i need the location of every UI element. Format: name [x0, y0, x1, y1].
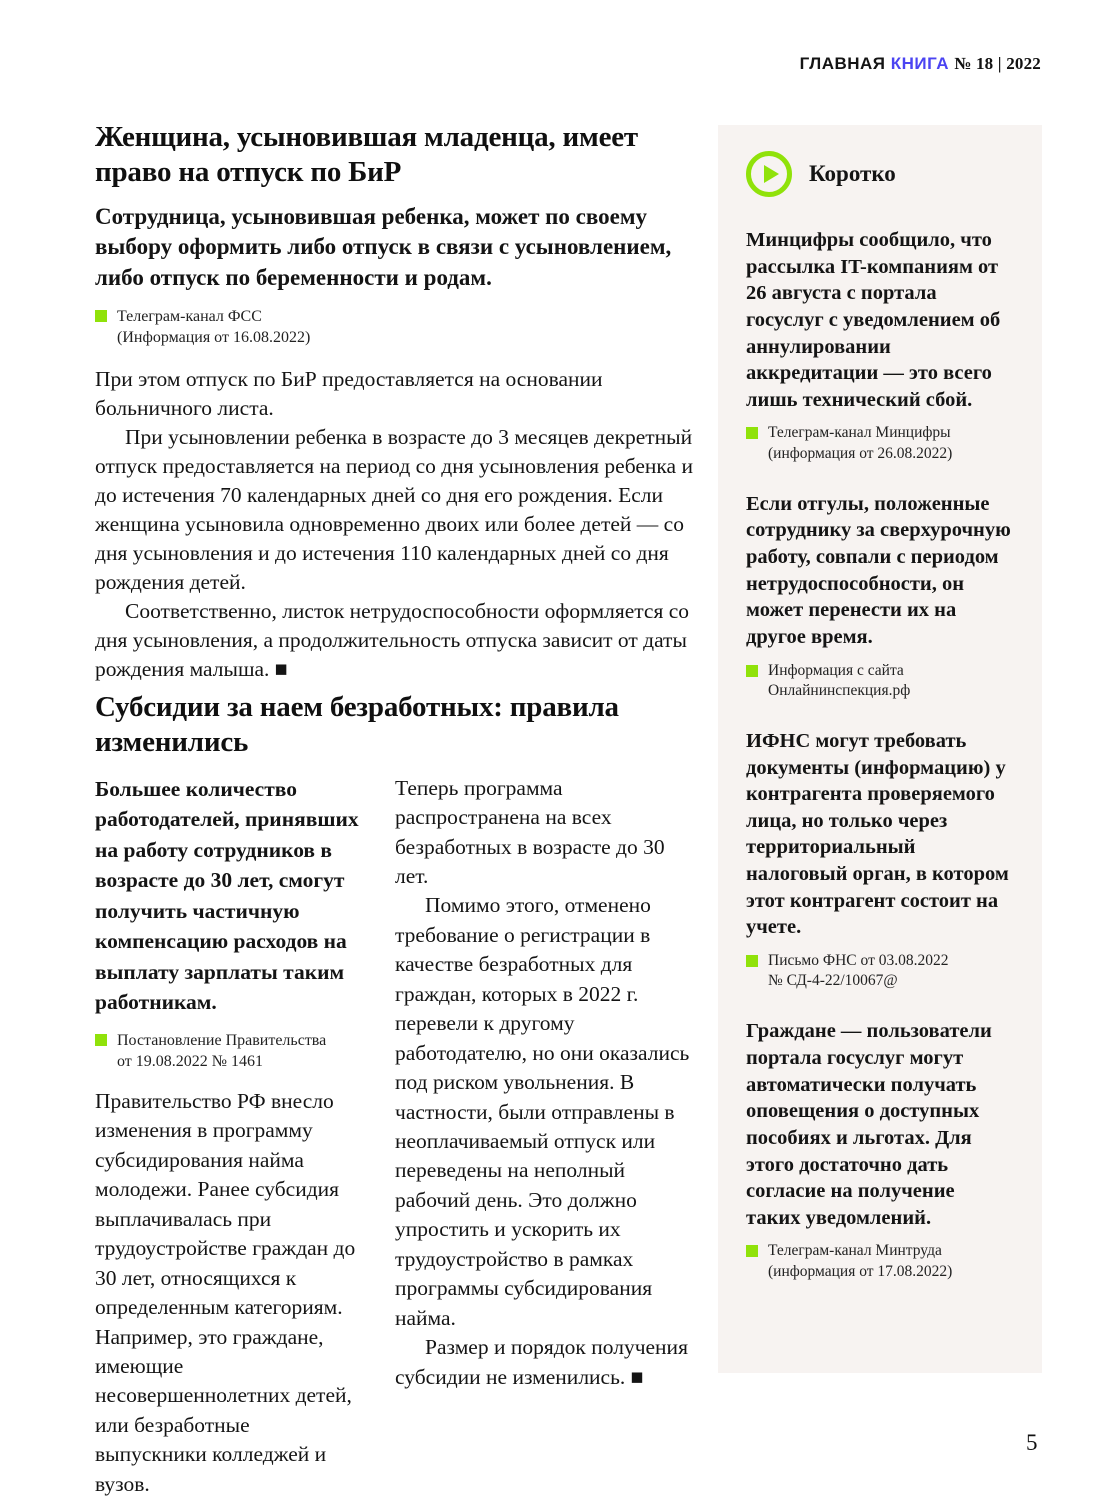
- article2-paragraph: Помимо этого, отменено требование о регистрации в качестве безработных для граждан, которых в 2022 г. перевели к другому работодателю, но они оказались под риском увольнения. В частности, были отправлены в неоплачиваемый отпуск или переведены на неполный рабочий день. Это должно упростить и ускорить их трудоустройство в рамках программы субсидирования найма.: [395, 893, 690, 1330]
- square-bullet-icon: [95, 310, 107, 322]
- square-bullet-icon: [746, 955, 758, 967]
- article1-paragraph: При усыновлении ребенка в возрасте до 3 месяцев декретный отпуск предоставляется на период со дня усыновления ребенка и до истечения 70 календарных дней со дня его рождения. Если женщина усыновила одновременно двоих или более детей — со дня усыновления и до истечения 110 календарных дней со дня рождения детей.: [95, 425, 693, 595]
- article2-column-right: [395, 774, 695, 1500]
- source-text: [117, 1030, 326, 1072]
- source-line1: Информация с сайта: [768, 661, 904, 679]
- issue-number: № 18 | 2022: [954, 54, 1041, 73]
- source-line2: № СД-4-22/10067@: [768, 972, 898, 990]
- article2-source: [95, 1030, 363, 1072]
- source-text: [768, 661, 910, 701]
- play-icon: [746, 151, 792, 197]
- page-number: 5: [1026, 1430, 1038, 1455]
- article2-paragraph: Теперь программа распространена на всех безработных в возрасте до 30 лет.: [395, 775, 665, 888]
- sidebar-item-source: [746, 1241, 1014, 1281]
- article2-paragraph: Размер и порядок получения субсидии не изменились. ■: [395, 1335, 688, 1389]
- article1-source: [95, 306, 707, 348]
- sidebar-item-source: [746, 423, 1014, 463]
- article1-paragraph: Соответственно, листок нетрудоспособности оформляется со дня усыновления, а продолжительность отпуска зависит от даты рождения малыша. ■: [95, 599, 690, 682]
- source-line2: (информация от 17.08.2022): [768, 1262, 953, 1280]
- source-text: [768, 423, 952, 463]
- sidebar-item-text: Минцифры сообщило, что рассылка IT-компаниям от 26 августа с портала госуслуг с уведомлением об аннулировании аккредитации — это всего лишь технический сбой.: [746, 229, 1001, 411]
- sidebar-item: [746, 227, 1014, 464]
- source-text: [117, 306, 310, 348]
- article-maternity-leave: [95, 120, 707, 684]
- square-bullet-icon: [746, 427, 758, 439]
- sidebar-item-text: Граждане — пользователи портала госуслуг могут автоматически получать оповещения о доступных пособиях и льготах. Для этого достаточно дать согласие на получение таких уведомлений.: [746, 1020, 992, 1229]
- sidebar-item-source: [746, 661, 1014, 701]
- article2-paragraph: Правительство РФ внесло изменения в программу субсидирования найма молодежи. Ранее субсидия выплачивалась при трудоустройстве граждан до 30 лет, относящихся к определенным категориям. Например, это граждане, имеющие несовершеннолетних детей, или безработные выпускники колледжей и вузов.: [95, 1088, 356, 1496]
- sidebar-item-source: [746, 951, 1014, 991]
- source-text: [768, 1241, 952, 1281]
- sidebar-item: [746, 728, 1014, 991]
- sidebar-item-text: ИФНС могут требовать документы (информацию) у контрагента проверяемого лица, но только через территориальный налоговый орган, в котором этот контрагент состоит на учете.: [746, 729, 1009, 939]
- square-bullet-icon: [95, 1034, 107, 1046]
- sidebar-title: Коротко: [809, 161, 896, 186]
- square-bullet-icon: [746, 1245, 758, 1257]
- source-line1: Телеграм-канал Минцифры: [768, 424, 951, 442]
- sidebar-header: [746, 151, 1014, 197]
- article1-title: Женщина, усыновившая младенца, имеет право на отпуск по БиР: [95, 121, 638, 188]
- article-subsidies: [95, 690, 695, 1499]
- source-line2: от 19.08.2022 № 1461: [117, 1052, 264, 1070]
- source-line1: Письмо ФНС от 03.08.2022: [768, 952, 949, 970]
- brand-accent-text: КНИГА: [890, 54, 949, 73]
- article2-lead: Большее количество работодателей, принявших на работу сотрудников в возрасте до 30 лет, смогут получить частичную компенсацию расходов на выплату зарплаты таким работникам.: [95, 776, 359, 1015]
- sidebar-shorts: [718, 125, 1042, 1373]
- article1-paragraph: При этом отпуск по БиР предоставляется на основании больничного листа.: [95, 367, 603, 421]
- magazine-header: [800, 54, 1041, 74]
- source-text: [768, 951, 948, 991]
- article1-lead: Сотрудница, усыновившая ребенка, может по своему выбору оформить либо отпуск в связи с усыновлением, либо отпуск по беременности и родам.: [95, 203, 672, 291]
- article2-title: Субсидии за наем безработных: правила изменились: [95, 691, 619, 758]
- source-line2: Онлайнинспекция.рф: [768, 681, 911, 699]
- source-line2: (Информация от 16.08.2022): [117, 329, 311, 347]
- source-line2: (информация от 26.08.2022): [768, 444, 953, 462]
- article2-column-left: [95, 774, 363, 1500]
- source-line1: Телеграм-канал Минтруда: [768, 1242, 942, 1260]
- article2-left-body: [95, 1087, 363, 1499]
- sidebar-item-text: Если отгулы, положенные сотруднику за сверхурочную работу, совпали с периодом нетрудоспособности, он может перенести их на другое время.: [746, 492, 1011, 648]
- source-line1: Постановление Правительства: [117, 1031, 327, 1049]
- sidebar-item: [746, 1018, 1014, 1281]
- article1-body: [95, 365, 707, 684]
- square-bullet-icon: [746, 665, 758, 677]
- sidebar-item: [746, 491, 1014, 701]
- brand-black-text: ГЛАВНАЯ: [799, 54, 886, 73]
- article2-columns: [95, 774, 695, 1500]
- source-line1: Телеграм-канал ФСС: [117, 308, 262, 326]
